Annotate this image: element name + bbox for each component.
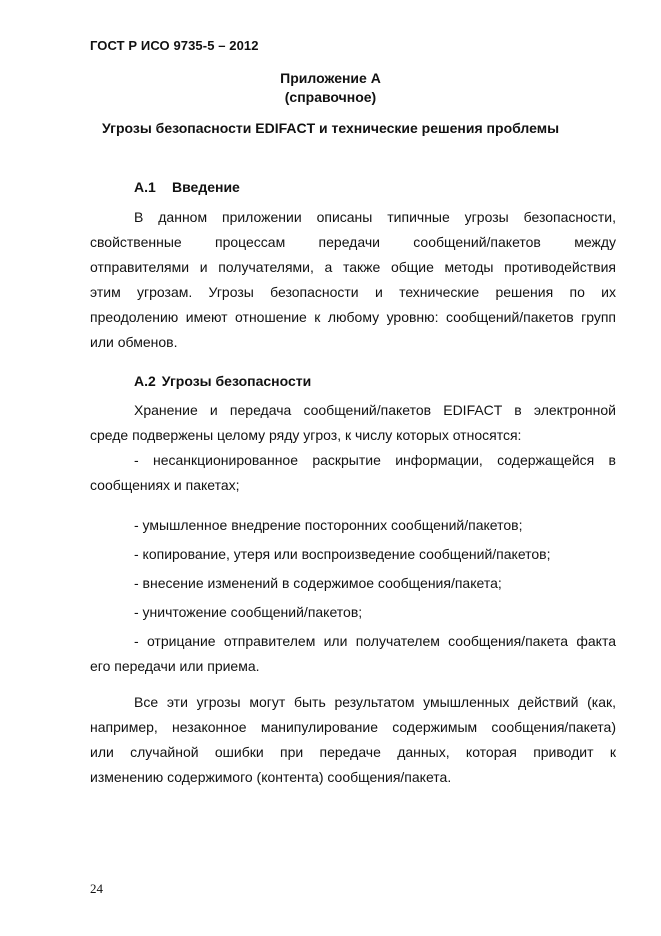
text-line: изменению содержимого (контента) сообщения/пакета. [90,769,452,785]
text-line: например, незаконное манипулирование содержимым сообщения/пакета) [90,719,616,735]
text-line: - отрицание отправителем или получателем сообщения/пакета факта [134,633,616,649]
text-line: - умышленное внедрение посторонних сообщений/пакетов; [134,517,523,533]
text-line: этим угрозам. Угрозы безопасности и технические решения по их [90,284,616,300]
section-heading-a1 [134,179,240,195]
section-number: А.2 [134,373,156,389]
text-line: или обменов. [90,334,178,350]
list-item-threat-2 [90,513,616,538]
section-title: Введение [172,179,240,195]
text-line: - внесение изменений в содержимое сообщения/пакета; [134,575,502,591]
section-title: Угрозы безопасности [161,373,312,389]
text-line: или случайной ошибки при передаче данных, которая приводит к [90,744,616,760]
text-line: преодолению имеют отношение к любому уровню: сообщений/пакетов групп [90,309,616,325]
list-item-threat-6 [90,629,616,679]
paragraph-introduction [90,205,616,355]
text-line: - уничтожение сообщений/пакетов; [134,604,363,620]
paragraph-threats-intro [90,398,616,448]
list-item-threat-1 [90,448,616,498]
appendix-title: Приложение А [280,70,381,86]
text-line: Все эти угрозы могут быть результатом умышленных действий (как, [134,694,616,710]
text-line: - несанкционированное раскрытие информации, содержащейся в [134,452,616,468]
section-heading-a2 [134,373,311,389]
text-line: сообщениях и пакетах; [90,477,240,493]
text-line: В данном приложении описаны типичные угрозы безопасности, [134,209,616,225]
text-line: Хранение и передача сообщений/пакетов EDIFACT в электронной [134,402,616,418]
section-number: А.1 [134,179,156,195]
paragraph-threats-closing [90,690,616,790]
text-line: его передачи или приема. [90,658,260,674]
list-item-threat-3 [90,542,616,567]
text-line: свойственные процессам передачи сообщений/пакетов между [90,234,616,250]
text-line: - копирование, утеря или воспроизведение сообщений/пакетов; [134,546,551,562]
standard-header: ГОСТ Р ИСО 9735-5 – 2012 [90,38,259,53]
list-item-threat-5 [90,600,616,625]
list-item-threat-4 [90,571,616,596]
appendix-heading: Угрозы безопасности EDIFACT и технические решения проблемы [101,120,560,136]
page-number: 24 [90,881,103,896]
text-line: среде подвержены целому ряду угроз, к числу которых относятся: [90,427,522,443]
appendix-subtitle: (справочное) [284,89,377,105]
text-line: отправителями и получателями, а также общие методы противодействия [90,259,616,275]
